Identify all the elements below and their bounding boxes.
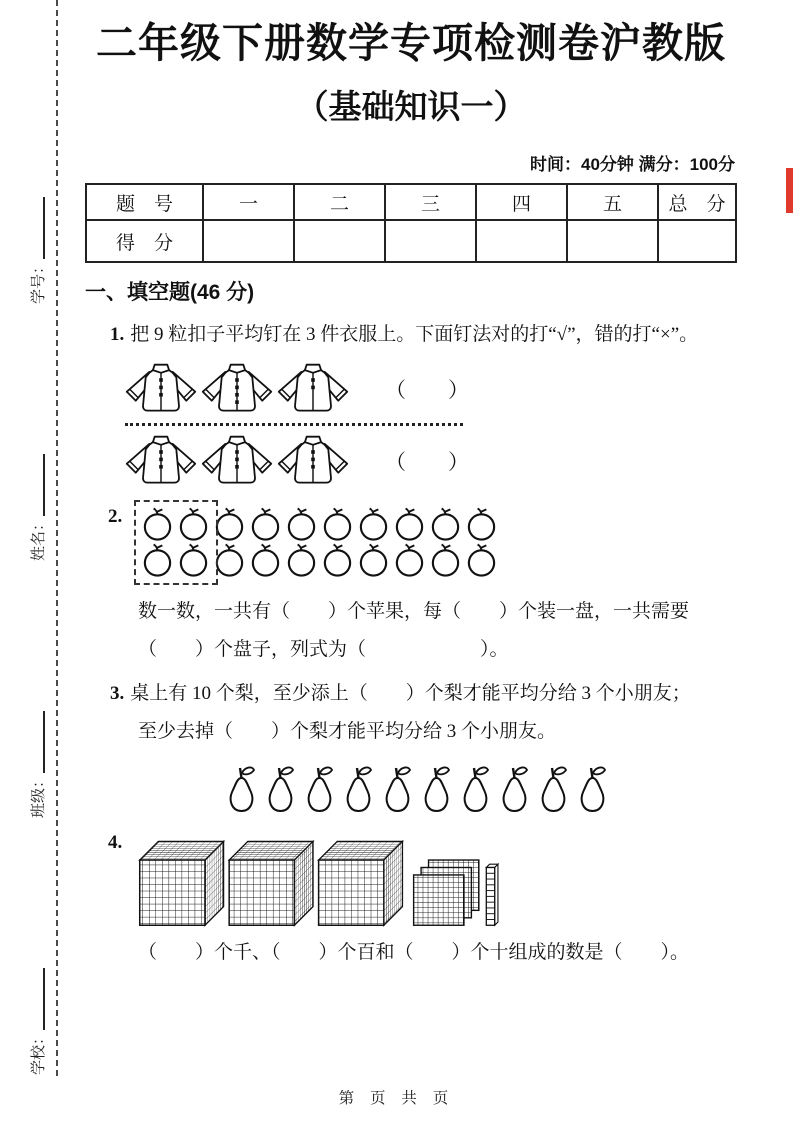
- apple-icon: [248, 542, 283, 577]
- question-number: 3.: [110, 683, 125, 705]
- apple-icon: [464, 506, 499, 541]
- apple-icon: [356, 506, 391, 541]
- question-number: 2.: [108, 506, 123, 528]
- page-subtitle: （基础知识一）: [295, 88, 527, 126]
- score-table-header-label: 题 号: [86, 184, 203, 220]
- score-cell: [567, 220, 658, 262]
- score-table-col: 五: [567, 184, 658, 220]
- apples-figure: [140, 506, 499, 577]
- question-text: 把 9 粒扣子平均钉在 3 件衣服上。下面钉法对的打“√”，错的打“×”。: [130, 324, 699, 346]
- pear-icon: [222, 759, 261, 822]
- jacket-icon: [277, 358, 349, 420]
- write-in-line: [43, 197, 45, 259]
- apple-icon: [392, 542, 427, 577]
- answer-bracket: （ ）: [385, 450, 469, 475]
- score-table-col: 三: [385, 184, 476, 220]
- sidebar-field-label: 学号：: [30, 258, 47, 304]
- score-cell: [476, 220, 567, 262]
- apple-icon: [284, 542, 319, 577]
- jacket-icon: [125, 358, 197, 420]
- sidebar-field-label: 学校：: [30, 1029, 47, 1075]
- sidebar-field-name: [12, 454, 48, 561]
- question-number: 4.: [108, 832, 123, 854]
- apple-icon: [356, 542, 391, 577]
- question-number: 1.: [110, 324, 125, 346]
- pear-icon: [261, 759, 300, 822]
- pear-icon: [300, 759, 339, 822]
- score-cell: [658, 220, 736, 262]
- question-4-figure: [85, 832, 737, 930]
- student-info-sidebar: [12, 145, 48, 1075]
- section-heading: 一、填空题(46 分): [85, 281, 255, 305]
- pear-icon: [378, 759, 417, 822]
- question-3: [110, 675, 737, 713]
- sidebar-field-label: 班级：: [30, 772, 47, 818]
- apple-icon: [392, 506, 427, 541]
- pear-icon: [339, 759, 378, 822]
- base-ten-blocks-figure: [136, 832, 504, 930]
- pear-icon: [417, 759, 456, 822]
- jacket-icon: [201, 430, 273, 492]
- apple-icon: [428, 542, 463, 577]
- jacket-icon: [125, 430, 197, 492]
- question-4-text: （ ）个千、（ ）个百和（ ）个十组成的数是（ ）。: [138, 942, 690, 964]
- write-in-line: [43, 454, 45, 516]
- jacket-icon: [277, 430, 349, 492]
- question-2-line2: （ ）个盘子，列式为（ ）。: [138, 639, 509, 661]
- question-1: [110, 316, 737, 354]
- footer-page-info: 第 页 共 页: [338, 1090, 455, 1107]
- dashed-group-box: [134, 500, 218, 585]
- sidebar-field-school: [12, 968, 48, 1075]
- time-info: 时间：40分钟 满分：100分: [530, 155, 735, 175]
- apple-icon: [320, 506, 355, 541]
- pear-icon: [456, 759, 495, 822]
- red-edge-mark: [786, 168, 793, 213]
- apple-icon: [428, 506, 463, 541]
- page-title: 二年级下册数学专项检测卷沪教版: [96, 20, 726, 66]
- apple-icon: [320, 542, 355, 577]
- sidebar-field-label: 姓名：: [30, 515, 47, 561]
- score-table-col: 四: [476, 184, 567, 220]
- question-2-figure: [85, 506, 737, 577]
- score-cell: [385, 220, 476, 262]
- score-table-col: 一: [203, 184, 294, 220]
- jackets-figure: [125, 358, 349, 420]
- pear-icon: [534, 759, 573, 822]
- apple-icon: [284, 506, 319, 541]
- score-table-col-total: 总 分: [658, 184, 736, 220]
- main-content: [85, 0, 737, 972]
- score-cell: [294, 220, 385, 262]
- sidebar-field-student-number: [12, 197, 48, 304]
- score-table: [85, 183, 737, 263]
- question-2-line1: 数一数，一共有（ ）个苹果，每（ ）个装一盘，一共需要: [138, 601, 690, 623]
- write-in-line: [43, 711, 45, 773]
- score-table-score-label: 得 分: [86, 220, 203, 262]
- pear-icon: [573, 759, 612, 822]
- apple-icon: [464, 542, 499, 577]
- pear-icon: [495, 759, 534, 822]
- jacket-row-1: [125, 358, 737, 420]
- jackets-figure: [125, 430, 349, 492]
- jacket-icon: [201, 358, 273, 420]
- apple-icon: [248, 506, 283, 541]
- seal-dashed-line: [56, 0, 58, 1076]
- dotted-separator: [125, 423, 463, 426]
- pears-figure: [222, 759, 737, 822]
- score-cell: [203, 220, 294, 262]
- jacket-row-2: [125, 430, 737, 492]
- question-text: 桌上有 10 个梨，至少添上（ ）个梨才能平均分给 3 个小朋友；: [130, 683, 691, 705]
- answer-bracket: （ ）: [385, 378, 469, 403]
- question-3-line2: 至少去掉（ ）个梨才能平均分给 3 个小朋友。: [138, 721, 557, 743]
- sidebar-field-class: [12, 711, 48, 818]
- write-in-line: [43, 968, 45, 1030]
- score-table-col: 二: [294, 184, 385, 220]
